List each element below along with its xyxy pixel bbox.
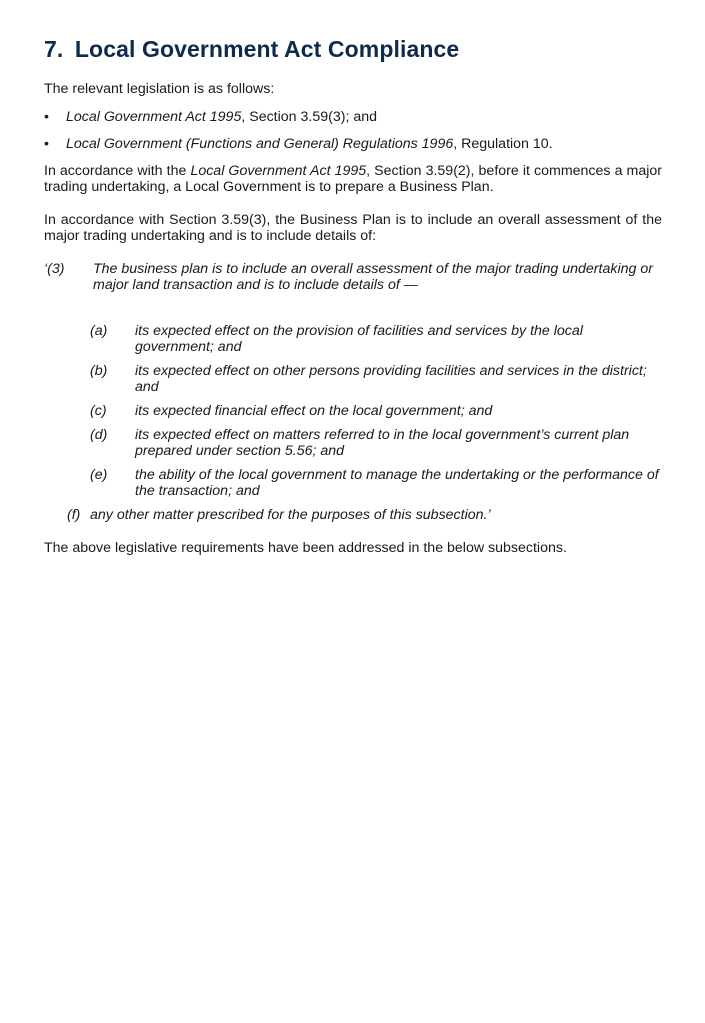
commence-before: In accordance with the — [44, 163, 191, 179]
subsection-item — [44, 323, 662, 355]
commence-paragraph — [44, 163, 662, 195]
document-page — [44, 34, 662, 556]
item-text: the ability of the local government to manage the undertaking or the performance of the transaction; and — [135, 467, 659, 499]
item-label: (c) — [90, 403, 107, 419]
item-text: its expected effect on other persons providing facilities and services in the district; and — [135, 363, 647, 395]
legislation-detail: , Section 3.59(3); and — [241, 109, 377, 125]
section-heading — [44, 34, 662, 64]
quoted-subsection — [44, 261, 662, 293]
bullet-icon: • — [44, 109, 49, 125]
quote-text: The business plan is to include an overall assessment of the major trading undertaking or major land transaction and is to include details of — — [93, 261, 653, 293]
legislation-item — [44, 136, 662, 152]
commence-after: , Section 3.59(2), before it commences a major trading undertaking, a Local Government is to prepare a Business Plan. — [44, 163, 663, 195]
item-text: its expected effect on the provision of facilities and services by the local government; and — [135, 323, 583, 355]
item-label: (a) — [90, 323, 108, 339]
intro-paragraph: The relevant legislation is as follows: — [44, 81, 275, 97]
item-f-label: (f) — [67, 507, 81, 523]
subsection-item — [44, 467, 662, 499]
subsection-item — [44, 427, 662, 459]
closing-paragraph: The above legislative requirements have been addressed in the below subsections. — [44, 540, 567, 556]
legislation-list — [44, 109, 662, 152]
subsection-item — [44, 363, 662, 395]
item-label: (e) — [90, 467, 108, 483]
quote-number: ‘(3) — [44, 261, 65, 277]
commence-act-title: Local Government Act 1995 — [190, 163, 367, 179]
item-text: its expected financial effect on the local government; and — [135, 403, 493, 419]
subsection-item — [44, 403, 662, 419]
legislation-title: Local Government Act 1995 — [66, 109, 242, 125]
item-label: (b) — [90, 363, 108, 379]
bullet-icon: • — [44, 136, 49, 152]
section-title: Local Government Act Compliance — [74, 36, 460, 62]
legislation-detail: , Regulation 10. — [453, 136, 553, 152]
assessment-paragraph: In accordance with Section 3.59(3), the Business Plan is to include an overall assessment of the major trading undertaking and is to include details of: — [44, 212, 662, 244]
subsection-item-f — [44, 507, 662, 523]
item-label: (d) — [90, 427, 108, 443]
item-text: its expected effect on matters referred to in the local government’s current plan prepared under section 5.56; and — [135, 427, 630, 459]
item-f-text: any other matter prescribed for the purposes of this subsection.’ — [90, 507, 491, 523]
subsection-items — [44, 323, 662, 499]
section-number: 7. — [44, 36, 64, 62]
legislation-title: Local Government (Functions and General) Regulations 1996 — [66, 136, 454, 152]
legislation-item — [44, 109, 662, 125]
